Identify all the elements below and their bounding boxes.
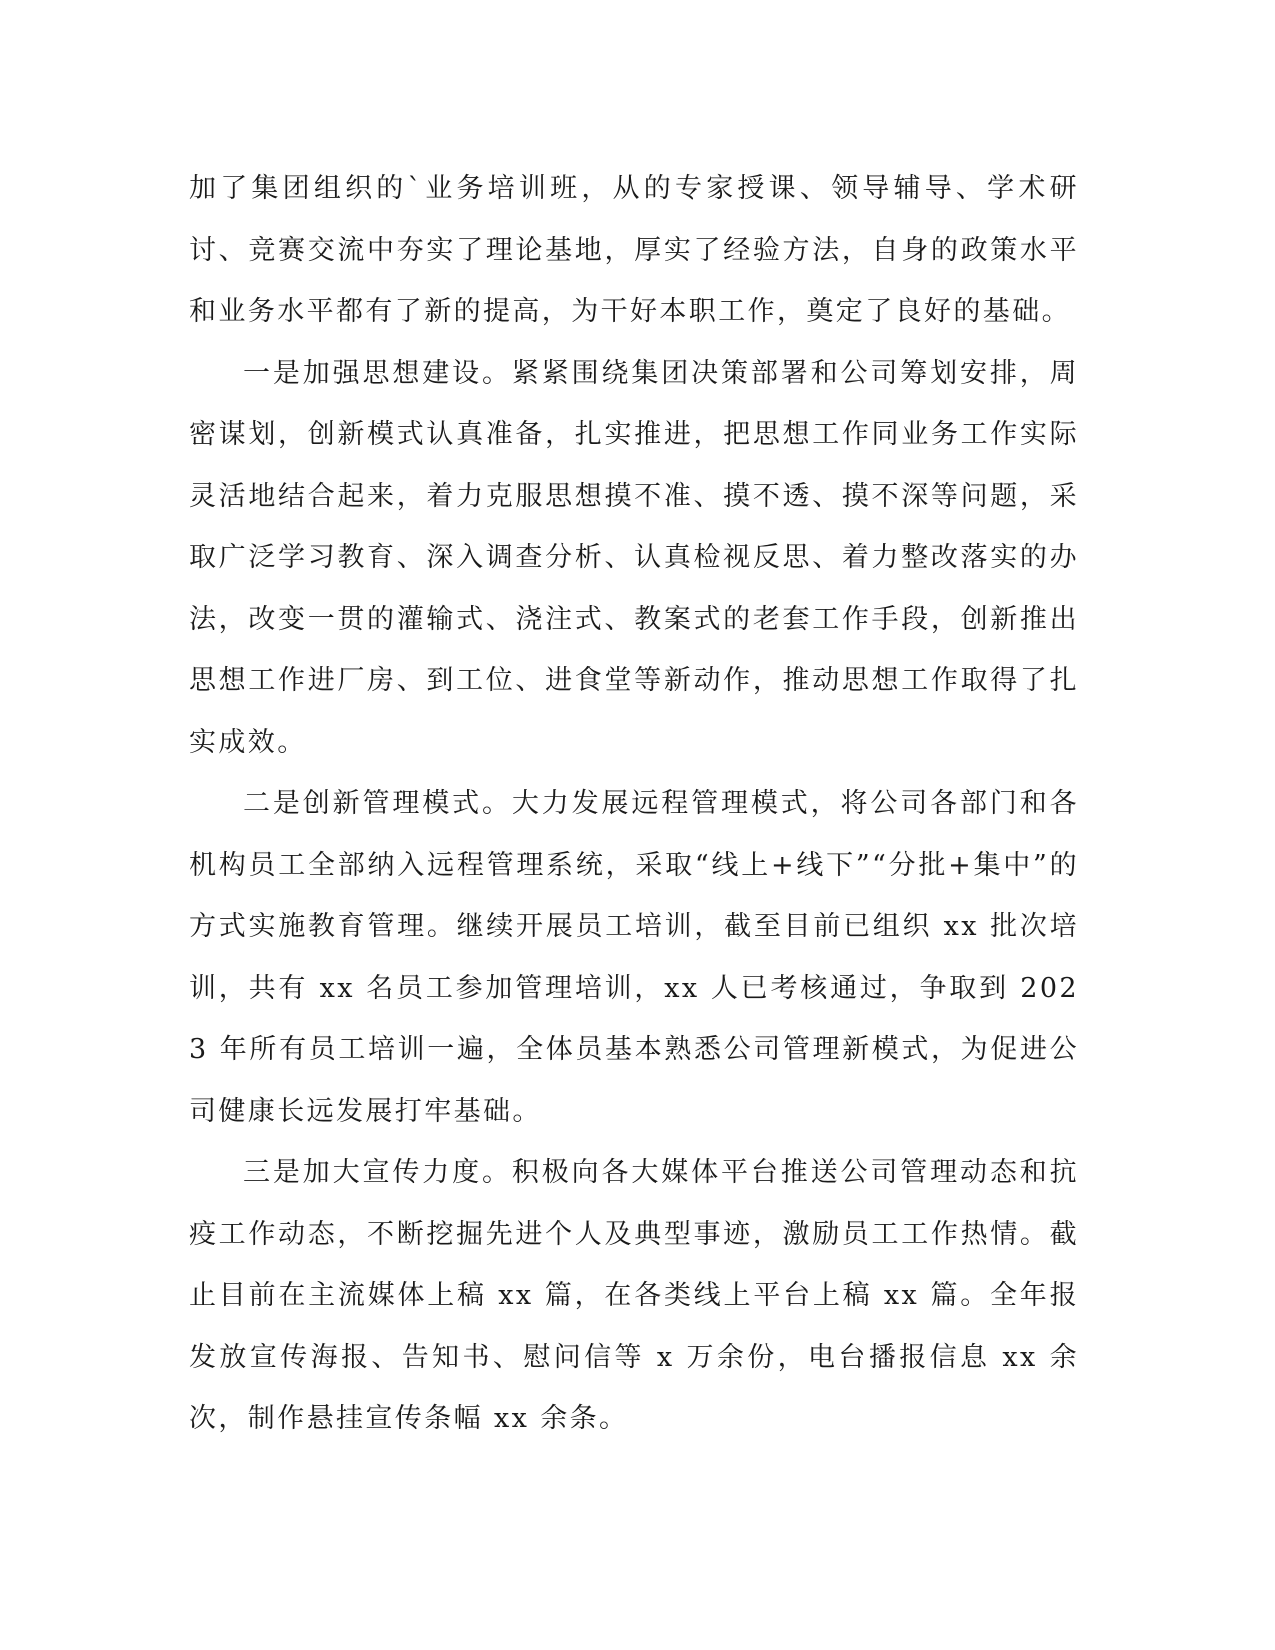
document-body: [189, 158, 1079, 1450]
paragraph-management-innovation: 二是创新管理模式。大力发展远程管理模式，将公司各部门和各机构员工全部纳入远程管理系统，采取“线上+线下”“分批+集中”的方式实施教育管理。继续开展员工培训，截至目前已组织 xx 批次培训，共有 xx 名员工参加管理培训，xx 人已考核通过，争取到 2023 年所有员工培训一遍，全体员基本熟悉公司管理新模式，为促进公司健康长远发展打牢基础。: [189, 788, 1079, 1127]
paragraph-training-continuation: 加了集团组织的`业务培训班，从的专家授课、领导辅导、学术研讨、竞赛交流中夯实了理论基地，厚实了经验方法，自身的政策水平和业务水平都有了新的提高，为干好本职工作，奠定了良好的基础。: [189, 173, 1079, 327]
paragraph-publicity-efforts: 三是加大宣传力度。积极向各大媒体平台推送公司管理动态和抗疫工作动态，不断挖掘先进个人及典型事迹，激励员工工作热情。截止目前在主流媒体上稿 xx 篇，在各类线上平台上稿 xx 篇。全年报发放宣传海报、告知书、慰问信等 x 万余份，电台播报信息 xx 余次，制作悬挂宣传条幅 xx 余条。: [189, 1157, 1079, 1434]
paragraph-ideological-building: 一是加强思想建设。紧紧围绕集团决策部署和公司筹划安排，周密谋划，创新模式认真准备，扎实推进，把思想工作同业务工作实际灵活地结合起来，着力克服思想摸不准、摸不透、摸不深等问题，采取广泛学习教育、深入调查分析、认真检视反思、着力整改落实的办法，改变一贯的灌输式、浇注式、教案式的老套工作手段，创新推出思想工作进厂房、到工位、进食堂等新动作，推动思想工作取得了扎实成效。: [189, 357, 1079, 758]
